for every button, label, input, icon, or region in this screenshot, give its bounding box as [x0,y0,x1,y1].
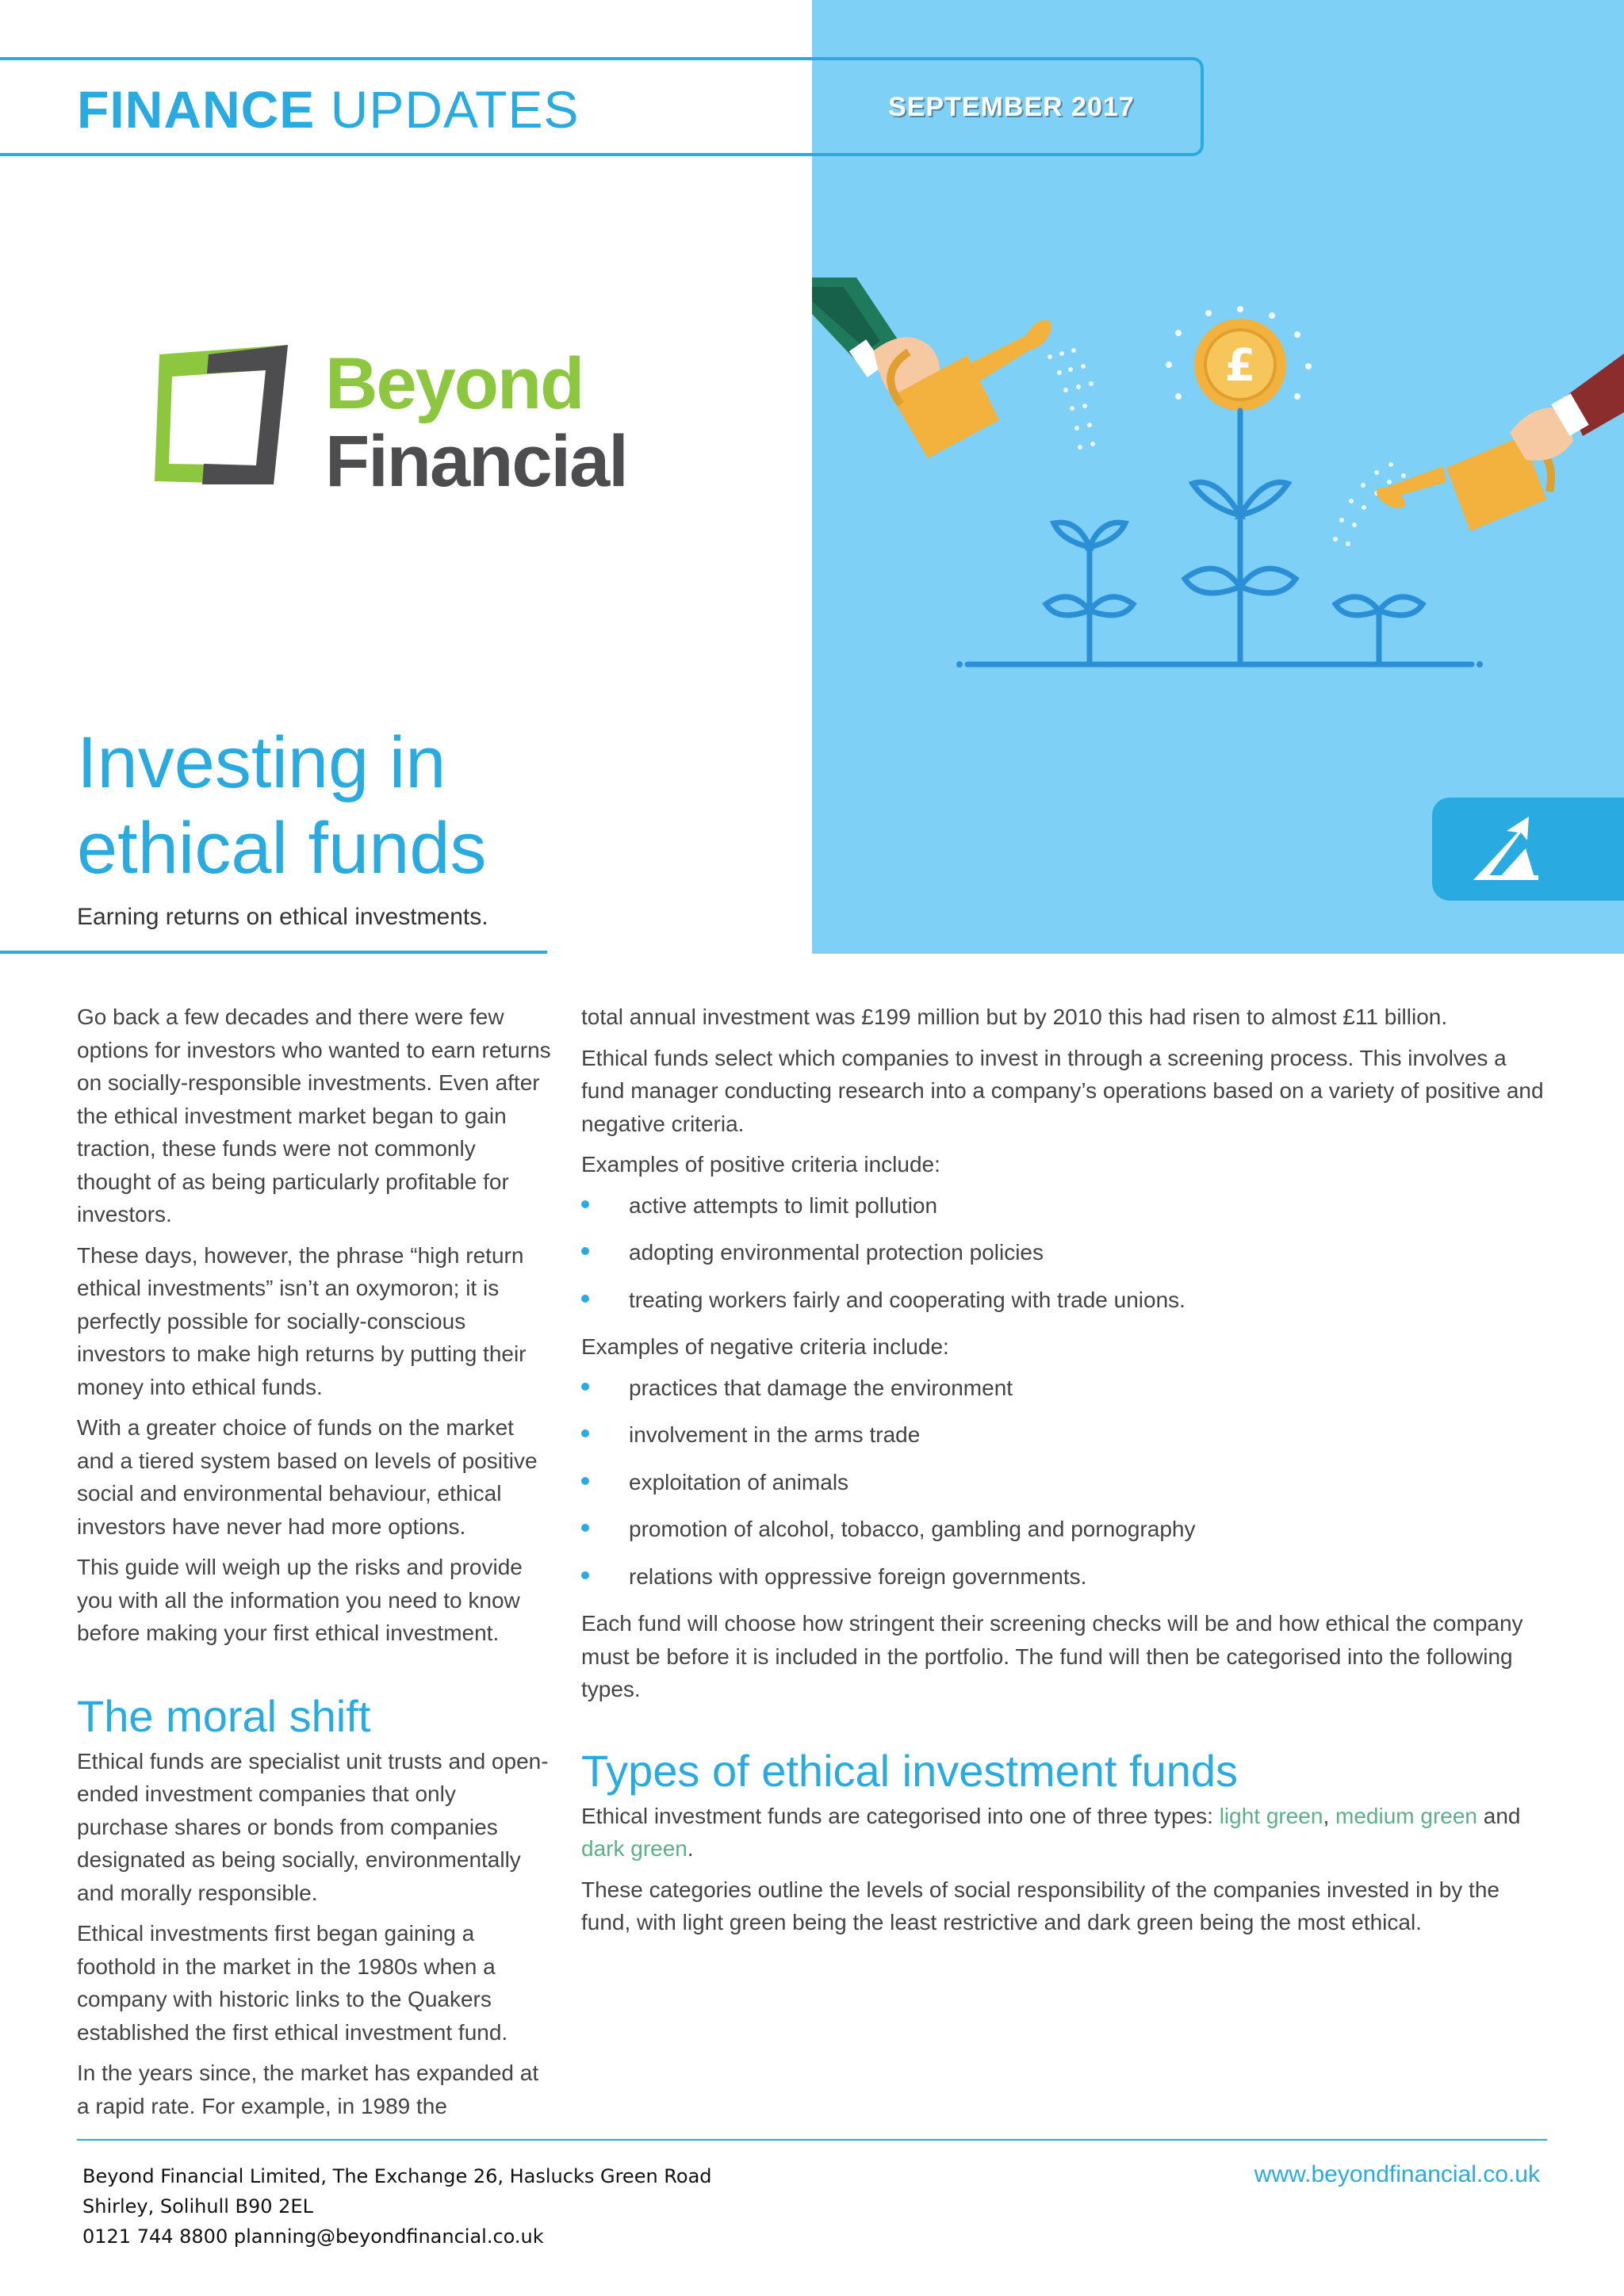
fund-categories-paragraph: These categories outline the levels of social responsibility of the companies invested in by the fund, with light green being the least restrictive and dark green being the most ethical. [581,1877,1500,1934]
newsletter-title-rest: UPDATES [315,80,580,139]
dark-green-label: dark green [581,1836,688,1861]
article-title-line2: ethical funds [77,808,487,889]
footer-address-line1: Beyond Financial Limited, The Exchange 26, Haslucks Green Road [82,2165,712,2187]
section-heading-moral-shift: The moral shift [77,1690,371,1741]
watering-cans-money-plant-icon [812,277,1624,690]
positive-criteria-list [581,1189,1555,1317]
article-title [77,720,775,891]
right-column [581,1001,1555,1947]
investment-growth-paragraph: total annual investment was £199 million but by 2010 this had risen to almost £11 billion. [581,1004,1448,1029]
newsletter-title-bold: FINANCE [77,80,316,139]
article-subtitle: Earning returns on ethical investments. [77,904,488,930]
beyond-financial-logo [155,345,646,496]
intro-paragraph-2: These days, however, the phrase “high return ethical investments” isn’t an oxymoron; it is perfectly possible for socially-conscious investors to make high returns by putting their money into ethical funds. [77,1242,527,1399]
list-item: promotion of alcohol, tobacco, gambling and pornography [581,1513,1555,1546]
brand-corner-tab [1432,798,1624,901]
negative-criteria-list [581,1372,1555,1594]
footer-contact-line: 0121 744 8800 planning@beyondfinancial.co.uk [82,2225,544,2248]
logo-text-financial: Financial [325,421,627,496]
light-green-label: light green [1219,1803,1323,1828]
fund-types-paragraph [581,1800,1555,1866]
website-link[interactable]: www.beyondfinancial.co.uk [1254,2161,1540,2187]
footer-divider [77,2139,1547,2141]
newsletter-title [77,79,580,140]
footer-address-line2: Shirley, Solihull B90 2EL [82,2195,313,2218]
intro-paragraph-4: This guide will weigh up the risks and provide you with all the information you need to know before making your first ethical investment. [77,1555,523,1645]
left-column [77,1001,553,2130]
issue-date: SEPTEMBER 2017 [888,92,1135,122]
fund-types-and: and [1477,1803,1521,1828]
positive-criteria-intro: Examples of positive criteria include: [581,1152,940,1177]
list-item: relations with oppressive foreign governments. [581,1560,1555,1594]
list-item: adopting environmental protection policies [581,1236,1555,1269]
list-item: involvement in the arms trade [581,1418,1555,1452]
coin-symbol: £ [1224,340,1256,392]
list-item: exploitation of animals [581,1466,1555,1499]
logo-mark-white [169,370,266,465]
footer-address [82,2161,712,2252]
negative-criteria-intro: Examples of negative criteria include: [581,1334,949,1359]
medium-green-label: medium green [1335,1803,1477,1828]
fund-types-end: . [687,1836,694,1861]
article-title-line1: Investing in [77,722,446,803]
title-divider [0,951,547,954]
moral-shift-paragraph-3: In the years since, the market has expanded at a rapid rate. For example, in 1989 the [77,2061,539,2118]
screening-stringency-paragraph: Each fund will choose how stringent their screening checks will be and how ethical the company must be before it is included in the portfolio. The fund will then be categorised into the following types. [581,1611,1523,1701]
list-item: active attempts to limit pollution [581,1189,1555,1223]
section-heading-fund-types: Types of ethical investment funds [581,1745,1238,1796]
list-item: treating workers fairly and cooperating with trade unions. [581,1284,1555,1317]
screening-paragraph: Ethical funds select which companies to invest in through a screening process. This involves a fund manager conducting research into a company’s operations based on a variety of positive and negative criteria. [581,1045,1544,1136]
list-item: practices that damage the environment [581,1372,1555,1405]
fund-types-lead: Ethical investment funds are categorised into one of three types: [581,1803,1220,1828]
intro-paragraph-1: Go back a few decades and there were few options for investors who wanted to earn returns on socially-responsible investments. Even after the ethical investment market began to gain traction, these funds were not commonly thought of as being particularly profitable for investors. [77,1004,551,1226]
arrow-up-right-icon [1470,812,1542,883]
moral-shift-paragraph-1: Ethical funds are specialist unit trusts and open-ended investment companies that only purchase shares or bonds from companies designated as being socially, environmentally and morally responsible. [77,1748,549,1905]
logo-text-beyond: Beyond [325,345,584,424]
intro-paragraph-3: With a greater choice of funds on the market and a tiered system based on levels of positive social and environmental behaviour, ethical investors have never had more options. [77,1415,538,1539]
fund-types-sep: , [1323,1803,1336,1828]
moral-shift-paragraph-2: Ethical investments first began gaining a foothold in the market in the 1980s when a company with historic links to the Quakers established the first ethical investment fund. [77,1921,508,2045]
